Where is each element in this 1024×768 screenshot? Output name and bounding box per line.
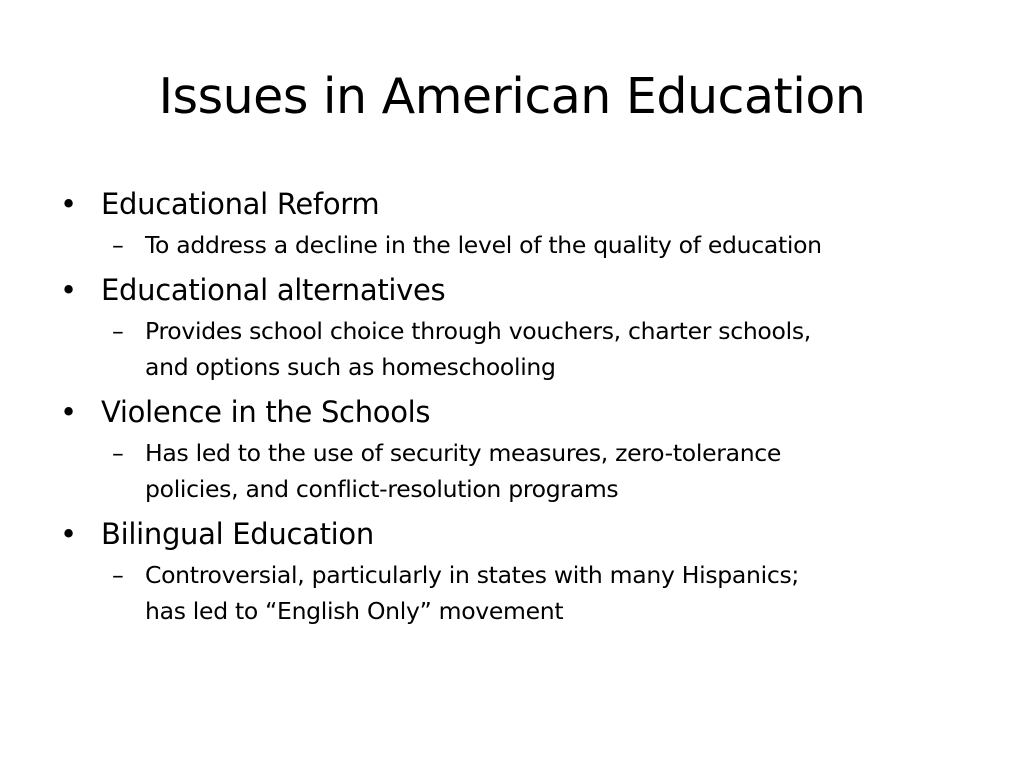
dash-icon: –	[112, 439, 124, 467]
sub-item-text: Provides school choice through vouchers, charter schools,	[145, 317, 811, 345]
bullet-icon: •	[60, 395, 77, 429]
bullet-label: Bilingual Education	[101, 517, 374, 551]
dash-icon: –	[112, 317, 124, 345]
sub-item-bilingual-education	[112, 557, 980, 629]
sub-item-text: Controversial, particularly in states with many Hispanics;	[145, 561, 800, 589]
bullet-item-educational-reform	[60, 184, 980, 224]
sub-item-text: Has led to the use of security measures, zero-tolerance	[145, 439, 782, 467]
bullet-label: Educational Reform	[101, 187, 380, 221]
bullet-icon: •	[60, 187, 77, 221]
bullet-label: Educational alternatives	[101, 273, 446, 307]
bullet-item-violence-in-schools	[60, 392, 980, 432]
dash-icon: –	[112, 561, 124, 589]
bullet-list	[60, 184, 980, 636]
bullet-icon: •	[60, 273, 77, 307]
bullet-label: Violence in the Schools	[101, 395, 431, 429]
dash-icon: –	[112, 231, 124, 259]
sub-item-text: To address a decline in the level of the quality of education	[145, 231, 822, 259]
slide-title: Issues in American Education	[158, 68, 866, 125]
bullet-icon: •	[60, 517, 77, 551]
sub-item-educational-reform	[112, 227, 980, 263]
sub-item-violence-in-schools	[112, 435, 980, 507]
sub-item-text: has led to “English Only” movement	[145, 597, 564, 625]
bullet-item-bilingual-education	[60, 514, 980, 554]
bullet-item-educational-alternatives	[60, 270, 980, 310]
sub-item-text: and options such as homeschooling	[145, 353, 556, 381]
sub-item-educational-alternatives	[112, 313, 980, 385]
sub-item-text: policies, and conflict-resolution programs	[145, 475, 619, 503]
